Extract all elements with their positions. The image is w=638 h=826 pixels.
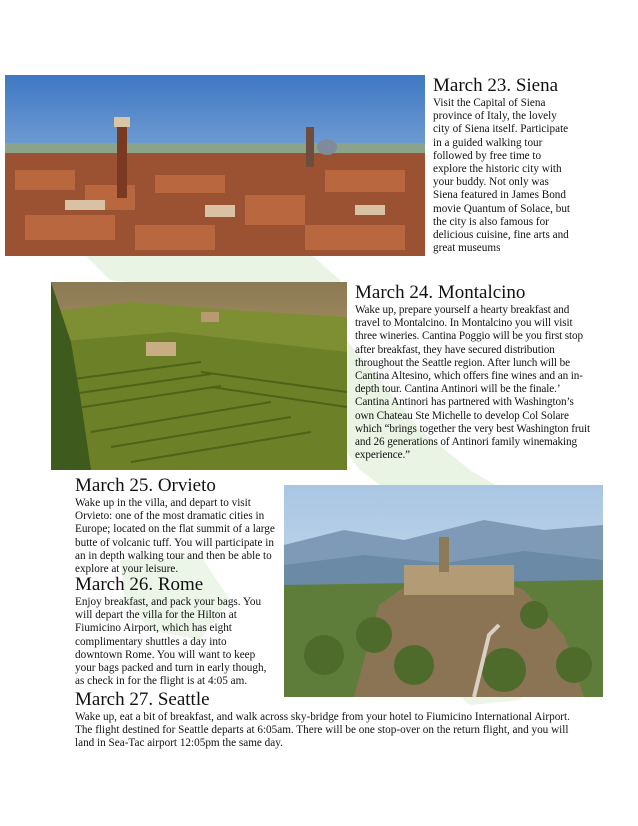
orvieto-photo	[284, 485, 603, 697]
seattle-title: March 27. Seattle	[75, 689, 210, 710]
bell-tower	[439, 537, 449, 572]
montalcino-photo	[51, 282, 347, 470]
orvieto-section	[75, 475, 275, 576]
orvieto-title: March 25. Orvieto	[75, 475, 216, 496]
siena-photo	[5, 75, 425, 256]
cathedral-tower	[306, 127, 314, 167]
siena-section	[433, 75, 573, 255]
orvieto-description: Wake up in the villa, and depart to visit Orvieto: one of the most dramatic cities in Europe; located on the flat summit of a large butte of volcanic tuff. You will participate in an in depth walking tour and then be able to explore at your leisure.	[75, 497, 275, 576]
rome-title: March 26. Rome	[75, 574, 204, 595]
mangia-tower	[117, 123, 127, 198]
siena-title: March 23. Siena	[433, 75, 559, 96]
rome-section	[75, 574, 275, 688]
seattle-section	[75, 689, 575, 751]
seattle-description: Wake up, eat a bit of breakfast, and walk across sky-bridge from your hotel to Fiumicino International Airport. The flight destined for Seattle departs at 6:05am. There will be one stop-over on the return flight, and you will land in Sea-Tac airport 12:05pm the same day.	[75, 711, 570, 750]
montalcino-section	[355, 282, 590, 462]
rome-description: Enjoy breakfast, and pack your bags. You will depart the villa for the Hilton at Fiumicino Airport, which has eight complimentary shuttles a day into downtown Rome. You will want to keep your bags packed and turn in early though, as check in for the flight is at 4:05 am.	[75, 596, 267, 688]
montalcino-title: March 24. Montalcino	[355, 282, 526, 303]
montalcino-description: Wake up, prepare yourself a hearty breakfast and travel to Montalcino. In Montalcino you will visit three wineries. Cantina Poggio will be you first stop after breakfast, they have secured distribution throughout the Seattle region. After lunch will be Cantina Altesino, which offers fine wines and an in-depth tour. Cantina Antinori will be the finale.’ Cantina Antinori has partnered with Washington’s own Chateau Ste Michelle to develop Col Solare which “brings together the very best Washington fruit and 26 generations of Antinori family winemaking experience.”	[355, 304, 591, 462]
siena-description: Visit the Capital of Siena province of Italy, the lovely city of Siena itself. Participate in a guided walking tour followed by free time to explore the historic city with your buddy. Not only was Siena featured in James Bond movie Quantum of Solace, but the city is also famous for delicious cuisine, fine arts and great museums	[433, 97, 571, 255]
